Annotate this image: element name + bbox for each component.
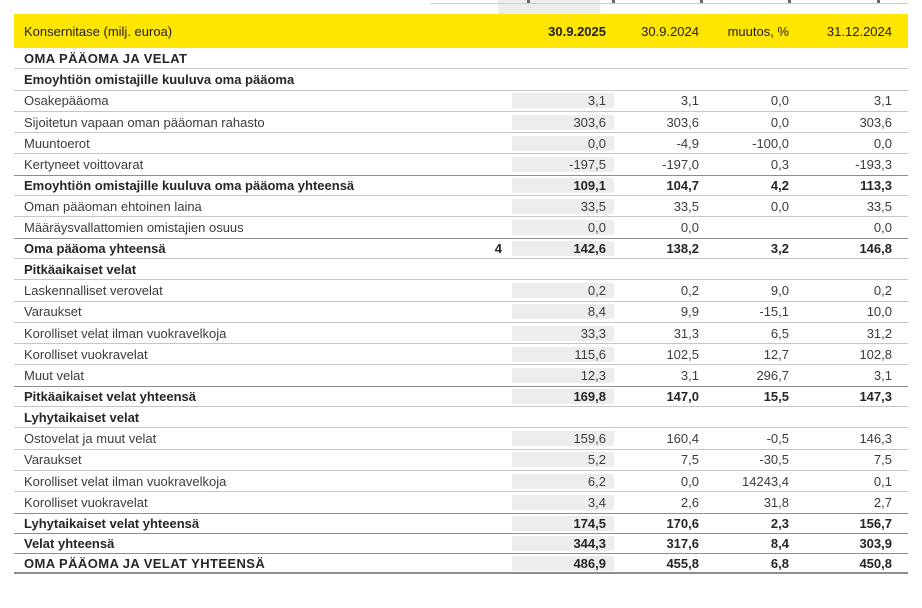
cell-value-muutos: 12,7 <box>763 346 789 362</box>
cell-value-muutos: 0,0 <box>770 93 789 109</box>
cell-value-2025: 169,8 <box>512 389 614 404</box>
row-label: Pitkäaikaiset velat yhteensä <box>24 388 196 404</box>
cell-value-2024: 455,8 <box>666 555 699 571</box>
row-label: Korolliset vuokravelat <box>24 346 148 362</box>
cell-value-2025: 0,0 <box>512 220 614 235</box>
table-row <box>14 259 908 280</box>
cell-value-2024-12: 33,5 <box>866 198 892 214</box>
cell-value-2024-12: 146,8 <box>859 240 892 256</box>
cell-value-2024: 0,0 <box>680 473 699 489</box>
cell-value-2024: 102,5 <box>666 346 699 362</box>
row-label: Emoyhtiön omistajille kuuluva oma pääoma <box>24 71 295 87</box>
cell-value-muutos: 296,7 <box>756 368 789 384</box>
cell-value-2024: 138,2 <box>666 240 699 256</box>
cell-value-2024: 303,6 <box>666 114 699 130</box>
cell-value-2025: -197,5 <box>512 157 614 172</box>
cell-value-2025: 3,4 <box>512 495 614 510</box>
cell-value-2025: 344,3 <box>512 536 614 551</box>
cell-value-2024-12: 0,0 <box>873 220 892 236</box>
row-note: 4 <box>494 240 502 256</box>
cell-value-muutos: 0,0 <box>770 198 789 214</box>
cell-value-muutos: 9,0 <box>770 282 789 298</box>
cell-value-2025: 159,6 <box>512 431 614 446</box>
cell-value-2024: -197,0 <box>662 157 699 173</box>
row-label: Kertyneet voittovarat <box>24 157 144 173</box>
column-header-muutos: muutos, % <box>727 23 789 39</box>
cell-value-muutos: 31,8 <box>763 494 789 510</box>
row-label: Muut velat <box>24 368 84 384</box>
cell-value-2024: 9,9 <box>680 304 699 320</box>
cell-value-2025: 0,0 <box>512 136 614 151</box>
cell-value-2024-12: 303,6 <box>859 114 892 130</box>
table-row <box>14 533 908 554</box>
cell-value-2024: 160,4 <box>666 430 699 446</box>
table-row <box>14 344 908 365</box>
row-label: OMA PÄÄOMA JA VELAT <box>24 50 188 66</box>
cell-value-2024-12: 10,0 <box>866 304 892 320</box>
cell-value-2024: 33,5 <box>673 198 699 214</box>
cell-value-muutos: -100,0 <box>752 135 789 151</box>
cell-value-2025: 174,5 <box>512 516 614 531</box>
table-row <box>14 154 908 175</box>
column-header-31-12-2024: 31.12.2024 <box>826 23 892 39</box>
cell-value-muutos: 6,8 <box>770 555 789 571</box>
row-label: Osakepääoma <box>24 93 109 109</box>
cell-value-2024-12: 0,2 <box>873 282 892 298</box>
cell-value-muutos: -30,5 <box>759 452 789 468</box>
cell-value-2024-12: 31,2 <box>866 325 892 341</box>
cell-value-2025: 142,6 <box>512 241 614 256</box>
row-label: Oma pääoma yhteensä <box>24 240 166 256</box>
cell-value-2025: 33,5 <box>512 199 614 214</box>
row-label: Lyhytaikaiset velat <box>24 409 140 425</box>
cropped-text-fragment <box>877 0 880 3</box>
cell-value-2024: 3,1 <box>680 368 699 384</box>
cell-value-muutos: 3,2 <box>770 240 789 256</box>
row-label: Korolliset velat ilman vuokravelkoja <box>24 325 227 341</box>
balance-sheet-table <box>14 14 908 574</box>
row-label: Sijoitetun vapaan oman pääoman rahasto <box>24 114 265 130</box>
cell-value-muutos: 15,5 <box>763 388 789 404</box>
cell-value-2024: 3,1 <box>680 93 699 109</box>
table-row <box>14 302 908 323</box>
row-label: Varaukset <box>24 304 82 320</box>
cell-value-2024-12: 146,3 <box>859 430 892 446</box>
table-row <box>14 112 908 133</box>
cell-value-muutos: -0,5 <box>766 430 789 446</box>
cell-value-2024: 0,0 <box>680 220 699 236</box>
table-row <box>14 69 908 90</box>
row-label: Velat yhteensä <box>24 535 115 551</box>
cell-value-muutos: 6,5 <box>770 325 789 341</box>
cell-value-2025: 3,1 <box>512 93 614 108</box>
cell-value-muutos: 0,0 <box>770 114 789 130</box>
prev-row-border-fragment <box>430 3 908 4</box>
row-label: Varaukset <box>24 452 82 468</box>
report-title: Konsernitase (milj. euroa) <box>24 23 173 39</box>
cell-value-2025: 5,2 <box>512 452 614 467</box>
table-row <box>14 407 908 428</box>
row-label: Muuntoerot <box>24 135 90 151</box>
row-label: Oman pääoman ehtoinen laina <box>24 198 202 214</box>
table-row <box>14 196 908 217</box>
row-label: Ostovelat ja muut velat <box>24 430 157 446</box>
cell-value-muutos: 2,3 <box>770 515 789 531</box>
cell-value-2024-12: 0,0 <box>873 135 892 151</box>
cropped-text-fragment <box>612 0 615 3</box>
table-body <box>14 48 908 574</box>
cell-value-2024-12: 0,1 <box>873 473 892 489</box>
cell-value-muutos: 4,2 <box>770 177 789 193</box>
row-label: Pitkäaikaiset velat <box>24 261 137 277</box>
table-row <box>14 428 908 449</box>
table-row <box>14 386 908 407</box>
column-header-30-9-2025: 30.9.2025 <box>548 23 606 39</box>
row-label: Lyhytaikaiset velat yhteensä <box>24 515 200 531</box>
table-row <box>14 238 908 259</box>
table-row <box>14 48 908 69</box>
table-row <box>14 323 908 344</box>
column-header-30-9-2024: 30.9.2024 <box>641 23 699 39</box>
cropped-text-fragment <box>527 0 530 3</box>
cell-value-2024-12: 102,8 <box>859 346 892 362</box>
cell-value-muutos: -15,1 <box>759 304 789 320</box>
cell-value-2025: 115,6 <box>512 347 614 362</box>
cell-value-2025: 33,3 <box>512 326 614 341</box>
cell-value-2024-12: -193,3 <box>855 157 892 173</box>
cell-value-2024: 170,6 <box>666 515 699 531</box>
row-label: Määräysvallattomien omistajien osuus <box>24 220 244 236</box>
cell-value-2024: 7,5 <box>680 452 699 468</box>
table-row <box>14 450 908 471</box>
row-label: OMA PÄÄOMA JA VELAT YHTEENSÄ <box>24 555 266 571</box>
table-row <box>14 471 908 492</box>
cell-value-2024: 104,7 <box>666 177 699 193</box>
cell-value-2025: 486,9 <box>512 556 614 571</box>
cell-value-2024: 0,2 <box>680 282 699 298</box>
cell-value-2024-12: 303,9 <box>859 535 892 551</box>
cell-value-muutos: 14243,4 <box>742 473 789 489</box>
cell-value-2025: 109,1 <box>512 178 614 193</box>
cell-value-2025: 12,3 <box>512 368 614 383</box>
cell-value-2025: 303,6 <box>512 115 614 130</box>
table-row <box>14 492 908 513</box>
cell-value-2024-12: 3,1 <box>873 368 892 384</box>
table-header-bar <box>14 14 908 48</box>
table-row <box>14 133 908 154</box>
cell-value-2024: -4,9 <box>676 135 699 151</box>
cell-value-2024-12: 2,7 <box>873 494 892 510</box>
row-label: Laskennalliset verovelat <box>24 282 163 298</box>
row-label: Korolliset velat ilman vuokravelkoja <box>24 473 227 489</box>
cell-value-2025: 8,4 <box>512 304 614 319</box>
cell-value-2024-12: 450,8 <box>859 555 892 571</box>
cell-value-2024-12: 7,5 <box>873 452 892 468</box>
table-row <box>14 280 908 301</box>
row-label: Korolliset vuokravelat <box>24 494 148 510</box>
cell-value-muutos: 8,4 <box>770 535 789 551</box>
cell-value-2024: 147,0 <box>666 388 699 404</box>
cell-value-2024: 317,6 <box>666 535 699 551</box>
cell-value-2024-12: 113,3 <box>860 177 892 193</box>
cell-value-2024-12: 156,7 <box>859 515 892 531</box>
table-row <box>14 91 908 112</box>
cell-value-2024-12: 147,3 <box>859 388 892 404</box>
table-row <box>14 553 908 574</box>
cell-value-2025: 0,2 <box>512 283 614 298</box>
cell-value-muutos: 0,3 <box>770 157 789 173</box>
table-row <box>14 217 908 238</box>
row-label: Emoyhtiön omistajille kuuluva oma pääoma yhteensä <box>24 177 355 193</box>
cropped-text-fragment <box>700 0 703 3</box>
cell-value-2024: 2,6 <box>680 494 699 510</box>
cropped-text-fragment <box>788 0 791 3</box>
cell-value-2025: 6,2 <box>512 474 614 489</box>
cell-value-2024: 31,3 <box>673 325 699 341</box>
cell-value-2024-12: 3,1 <box>873 93 892 109</box>
table-row <box>14 175 908 196</box>
table-row <box>14 513 908 534</box>
table-row <box>14 365 908 386</box>
